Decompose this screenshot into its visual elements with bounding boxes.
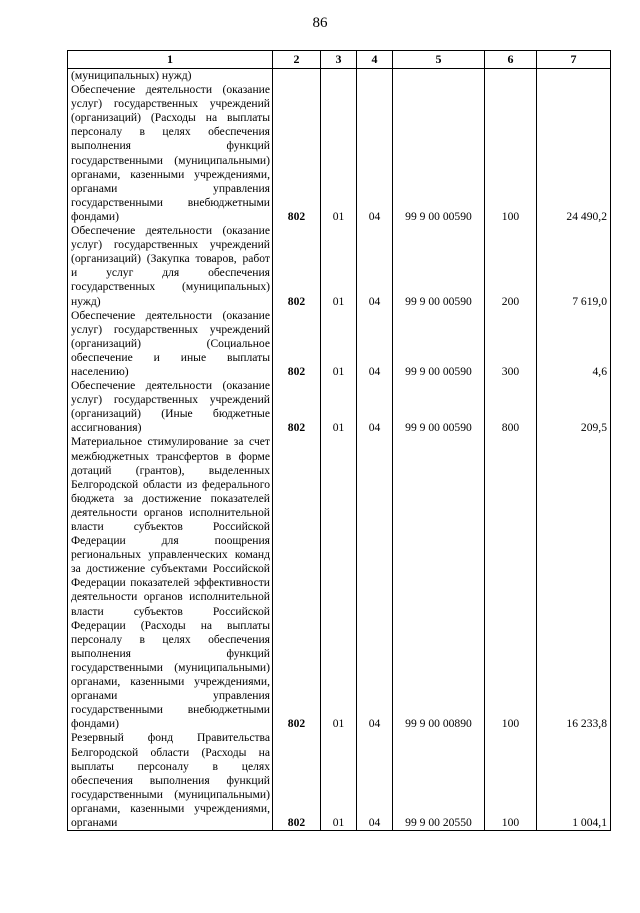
page-number: 86 (312, 15, 328, 31)
row-expense-type: 100 (485, 435, 537, 731)
row-section-code (321, 69, 357, 84)
row-description: Материальное стимулирование за счет межбюджетных трансфертов в форме дотаций (грантов), выделенных Белгородской области из федерального бюджета за достижение показателей деятельности органов исполнительной власти субъектов Российской Федерации для поощрения региональных управленческих команд за достижение субъектами Российской Федерации показателей эффективности деятельности органов исполнительной власти субъектов Российской Федерации (Расходы на выплаты персоналу в целях обеспечения выполнения функций государственными (муниципальными) органами, казенными учреждениями, органами управления государственными внебюджетными фондами) (68, 435, 273, 731)
column-header-6: 6 (485, 51, 537, 69)
table-row (68, 83, 611, 224)
row-description: Обеспечение деятельности (оказание услуг) государственных учреждений (организаций) (Иные бюджетные ассигнования) (68, 379, 273, 435)
row-section-code: 01 (321, 731, 357, 830)
row-amount: 16 233,8 (537, 435, 611, 731)
budget-table (67, 50, 611, 831)
row-department-code: 802 (273, 83, 321, 224)
row-department-code: 802 (273, 731, 321, 830)
table-row (68, 224, 611, 309)
column-header-5: 5 (393, 51, 485, 69)
row-target-article: 99 9 00 00590 (393, 83, 485, 224)
row-section-code: 01 (321, 435, 357, 731)
row-description: Обеспечение деятельности (оказание услуг) государственных учреждений (организаций) (Расходы на выплаты персоналу в целях обеспечения выполнения функций государственными (муниципальными) органами, казенными учреждениями, органами управления государственными внебюджетными фондами) (68, 83, 273, 224)
column-header-4: 4 (357, 51, 393, 69)
row-amount: 24 490,2 (537, 83, 611, 224)
row-expense-type: 300 (485, 309, 537, 379)
row-section-code: 01 (321, 83, 357, 224)
row-target-article: 99 9 00 00590 (393, 379, 485, 435)
row-section-code: 01 (321, 379, 357, 435)
row-amount: 1 004,1 (537, 731, 611, 830)
row-subsection-code: 04 (357, 435, 393, 731)
column-header-3: 3 (321, 51, 357, 69)
row-subsection-code: 04 (357, 309, 393, 379)
row-department-code: 802 (273, 224, 321, 309)
row-description: Обеспечение деятельности (оказание услуг) государственных учреждений (организаций) (Закупка товаров, работ и услуг для обеспечения государственных (муниципальных) нужд) (68, 224, 273, 309)
row-subsection-code: 04 (357, 731, 393, 830)
row-description: (муниципальных) нужд) (68, 69, 273, 84)
row-expense-type: 800 (485, 379, 537, 435)
row-subsection-code: 04 (357, 379, 393, 435)
row-expense-type (485, 69, 537, 84)
table-row (68, 69, 611, 84)
column-header-7: 7 (537, 51, 611, 69)
column-header-2: 2 (273, 51, 321, 69)
row-department-code: 802 (273, 379, 321, 435)
row-department-code (273, 69, 321, 84)
table-row (68, 309, 611, 379)
row-expense-type: 200 (485, 224, 537, 309)
row-target-article: 99 9 00 20550 (393, 731, 485, 830)
table-row (68, 379, 611, 435)
row-target-article: 99 9 00 00890 (393, 435, 485, 731)
row-expense-type: 100 (485, 83, 537, 224)
row-section-code: 01 (321, 309, 357, 379)
row-subsection-code: 04 (357, 224, 393, 309)
row-target-article: 99 9 00 00590 (393, 309, 485, 379)
row-subsection-code (357, 69, 393, 84)
table-header-row (68, 51, 611, 69)
row-department-code: 802 (273, 309, 321, 379)
row-target-article (393, 69, 485, 84)
table-row (68, 731, 611, 830)
row-amount: 209,5 (537, 379, 611, 435)
row-section-code: 01 (321, 224, 357, 309)
row-amount: 7 619,0 (537, 224, 611, 309)
row-amount (537, 69, 611, 84)
row-expense-type: 100 (485, 731, 537, 830)
row-target-article: 99 9 00 00590 (393, 224, 485, 309)
row-department-code: 802 (273, 435, 321, 731)
row-description: Обеспечение деятельности (оказание услуг) государственных учреждений (организаций) (Социальное обеспечение и иные выплаты населению) (68, 309, 273, 379)
row-amount: 4,6 (537, 309, 611, 379)
row-subsection-code: 04 (357, 83, 393, 224)
table-row (68, 435, 611, 731)
column-header-1: 1 (68, 51, 273, 69)
row-description: Резервный фонд Правительства Белгородской области (Расходы на выплаты персоналу в целях обеспечения выполнения функций государственными (муниципальными) органами, казенными учреждениями, органами (68, 731, 273, 830)
